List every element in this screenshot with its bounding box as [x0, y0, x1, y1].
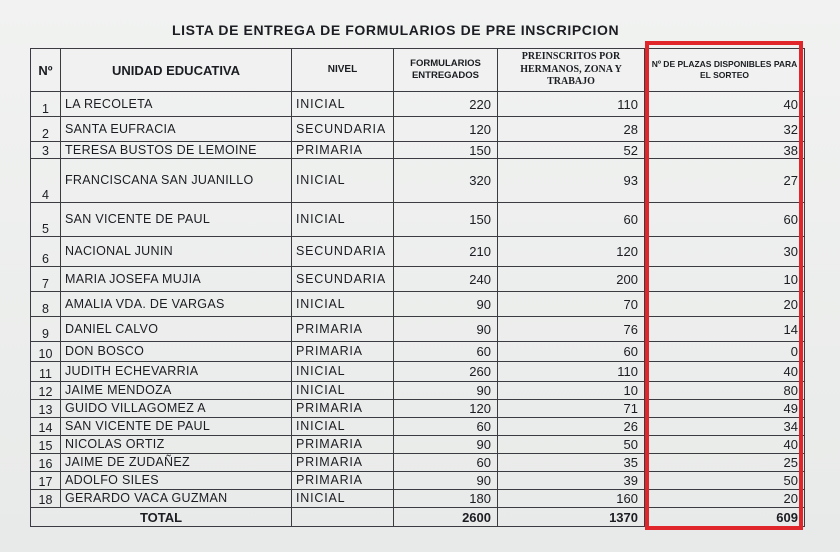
preregistered: 93	[498, 159, 645, 203]
preregistered: 26	[498, 418, 645, 436]
available-seats: 32	[645, 117, 805, 142]
available-seats: 38	[645, 142, 805, 159]
forms-delivered: 150	[394, 142, 498, 159]
level: PRIMARIA	[292, 400, 394, 418]
forms-delivered: 90	[394, 292, 498, 317]
total-label: TOTAL	[31, 508, 292, 527]
level: SECUNDARIA	[292, 267, 394, 292]
school-name: NACIONAL JUNIN	[61, 237, 292, 267]
school-name: ADOLFO SILES	[61, 472, 292, 490]
school-name: GUIDO VILLAGOMEZ A	[61, 400, 292, 418]
row-number: 14	[31, 418, 61, 436]
preregistered: 10	[498, 382, 645, 400]
row-number: 3	[31, 142, 61, 159]
available-seats: 0	[645, 342, 805, 362]
school-name: NICOLAS ORTIZ	[61, 436, 292, 454]
level: PRIMARIA	[292, 436, 394, 454]
enrollment-table	[30, 48, 805, 527]
level: PRIMARIA	[292, 454, 394, 472]
preregistered: 60	[498, 203, 645, 237]
available-seats: 80	[645, 382, 805, 400]
row-number: 6	[31, 237, 61, 267]
level: INICIAL	[292, 159, 394, 203]
level: INICIAL	[292, 490, 394, 508]
available-seats: 20	[645, 292, 805, 317]
forms-delivered: 120	[394, 400, 498, 418]
row-number: 10	[31, 342, 61, 362]
available-seats: 40	[645, 92, 805, 117]
level: INICIAL	[292, 292, 394, 317]
level: SECUNDARIA	[292, 117, 394, 142]
forms-delivered: 120	[394, 117, 498, 142]
table-row	[31, 342, 805, 362]
header-num: Nº	[31, 49, 61, 92]
row-number: 1	[31, 92, 61, 117]
preregistered: 35	[498, 454, 645, 472]
forms-delivered: 180	[394, 490, 498, 508]
level: INICIAL	[292, 382, 394, 400]
header-nivel: NIVEL	[292, 49, 394, 92]
preregistered: 200	[498, 267, 645, 292]
forms-delivered: 90	[394, 382, 498, 400]
school-name: JAIME DE ZUDAÑEZ	[61, 454, 292, 472]
table-row	[31, 317, 805, 342]
total-seats: 609	[645, 508, 805, 527]
school-name: FRANCISCANA SAN JUANILLO	[61, 159, 292, 203]
forms-delivered: 60	[394, 342, 498, 362]
table-row	[31, 203, 805, 237]
header-plazas: Nº DE PLAZAS DISPONIBLES PARA EL SORTEO	[645, 49, 805, 92]
total-preregistered: 1370	[498, 508, 645, 527]
available-seats: 30	[645, 237, 805, 267]
table-row	[31, 418, 805, 436]
school-name: AMALIA VDA. DE VARGAS	[61, 292, 292, 317]
preregistered: 50	[498, 436, 645, 454]
available-seats: 40	[645, 362, 805, 382]
forms-delivered: 240	[394, 267, 498, 292]
level: SECUNDARIA	[292, 237, 394, 267]
total-forms: 2600	[394, 508, 498, 527]
row-number: 8	[31, 292, 61, 317]
preregistered: 110	[498, 362, 645, 382]
level: PRIMARIA	[292, 472, 394, 490]
preregistered: 60	[498, 342, 645, 362]
available-seats: 34	[645, 418, 805, 436]
document-title: LISTA DE ENTREGA DE FORMULARIOS DE PRE INSCRIPCION	[172, 22, 620, 38]
preregistered: 39	[498, 472, 645, 490]
available-seats: 20	[645, 490, 805, 508]
row-number: 7	[31, 267, 61, 292]
level: PRIMARIA	[292, 342, 394, 362]
level: INICIAL	[292, 362, 394, 382]
forms-delivered: 260	[394, 362, 498, 382]
school-name: TERESA BUSTOS DE LEMOINE	[61, 142, 292, 159]
table-row	[31, 92, 805, 117]
forms-delivered: 220	[394, 92, 498, 117]
preregistered: 71	[498, 400, 645, 418]
table-row	[31, 117, 805, 142]
available-seats: 40	[645, 436, 805, 454]
row-number: 17	[31, 472, 61, 490]
preregistered: 28	[498, 117, 645, 142]
table-header-row	[31, 49, 805, 92]
table-row	[31, 142, 805, 159]
school-name: JAIME MENDOZA	[61, 382, 292, 400]
table-row	[31, 237, 805, 267]
header-unidad: UNIDAD EDUCATIVA	[61, 49, 292, 92]
table-row	[31, 454, 805, 472]
available-seats: 10	[645, 267, 805, 292]
school-name: DON BOSCO	[61, 342, 292, 362]
table-row	[31, 267, 805, 292]
school-name: MARIA JOSEFA MUJIA	[61, 267, 292, 292]
preregistered: 70	[498, 292, 645, 317]
preregistered: 76	[498, 317, 645, 342]
level: INICIAL	[292, 92, 394, 117]
preregistered: 160	[498, 490, 645, 508]
available-seats: 27	[645, 159, 805, 203]
total-row	[31, 508, 805, 527]
row-number: 5	[31, 203, 61, 237]
forms-delivered: 60	[394, 418, 498, 436]
preregistered: 52	[498, 142, 645, 159]
school-name: LA RECOLETA	[61, 92, 292, 117]
forms-delivered: 60	[394, 454, 498, 472]
row-number: 11	[31, 362, 61, 382]
school-name: SAN VICENTE DE PAUL	[61, 203, 292, 237]
row-number: 4	[31, 159, 61, 203]
available-seats: 14	[645, 317, 805, 342]
level: PRIMARIA	[292, 317, 394, 342]
row-number: 13	[31, 400, 61, 418]
table-row	[31, 400, 805, 418]
level: INICIAL	[292, 418, 394, 436]
table-row	[31, 436, 805, 454]
forms-delivered: 90	[394, 472, 498, 490]
available-seats: 50	[645, 472, 805, 490]
school-name: GERARDO VACA GUZMAN	[61, 490, 292, 508]
forms-delivered: 210	[394, 237, 498, 267]
school-name: SANTA EUFRACIA	[61, 117, 292, 142]
preregistered: 110	[498, 92, 645, 117]
available-seats: 49	[645, 400, 805, 418]
table-row	[31, 490, 805, 508]
header-formularios: FORMULARIOS ENTREGADOS	[394, 49, 498, 92]
header-preinscritos: PREINSCRITOS POR HERMANOS, ZONA Y TRABAJO	[498, 49, 645, 92]
table-row	[31, 382, 805, 400]
school-name: SAN VICENTE DE PAUL	[61, 418, 292, 436]
school-name: DANIEL CALVO	[61, 317, 292, 342]
row-number: 18	[31, 490, 61, 508]
school-name: JUDITH ECHEVARRIA	[61, 362, 292, 382]
forms-delivered: 150	[394, 203, 498, 237]
table-row	[31, 362, 805, 382]
row-number: 16	[31, 454, 61, 472]
total-level-empty	[292, 508, 394, 527]
preregistered: 120	[498, 237, 645, 267]
forms-delivered: 90	[394, 317, 498, 342]
forms-delivered: 320	[394, 159, 498, 203]
table-row	[31, 292, 805, 317]
available-seats: 60	[645, 203, 805, 237]
forms-delivered: 90	[394, 436, 498, 454]
table-row	[31, 472, 805, 490]
row-number: 15	[31, 436, 61, 454]
level: INICIAL	[292, 203, 394, 237]
row-number: 12	[31, 382, 61, 400]
available-seats: 25	[645, 454, 805, 472]
row-number: 9	[31, 317, 61, 342]
level: PRIMARIA	[292, 142, 394, 159]
table-row	[31, 159, 805, 203]
row-number: 2	[31, 117, 61, 142]
